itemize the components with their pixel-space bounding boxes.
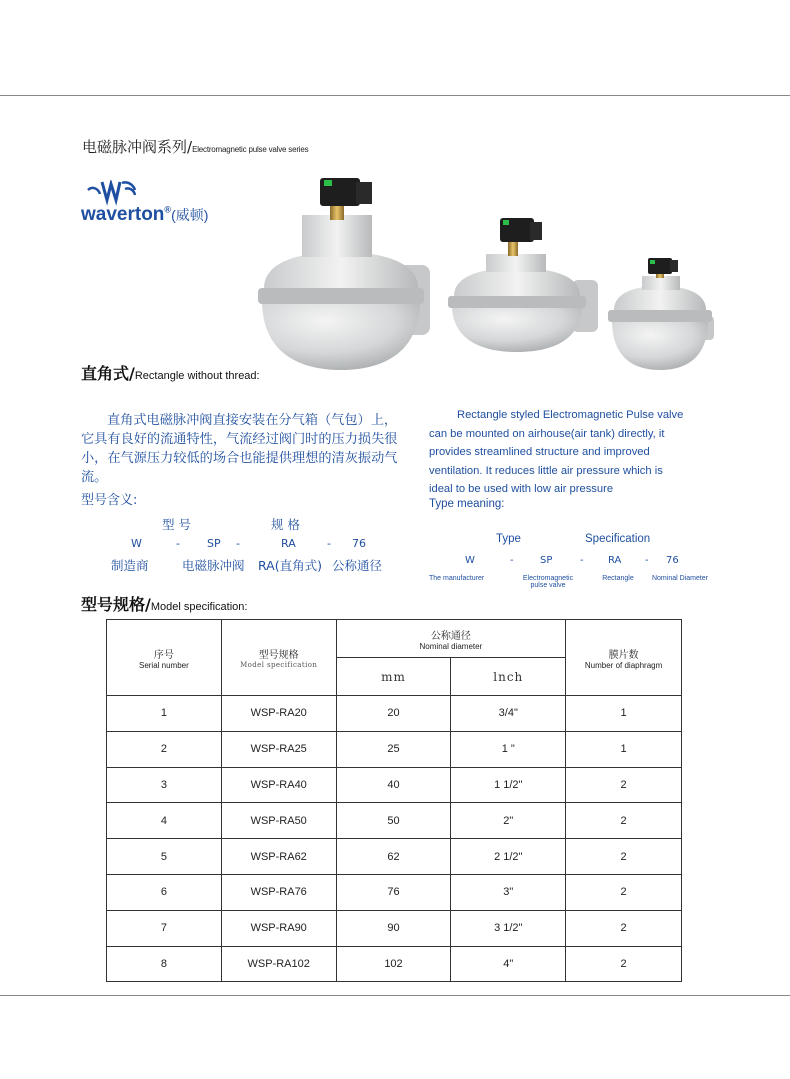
header-nominal (336, 620, 566, 658)
type-meaning-en-code-sp: SP (540, 555, 553, 566)
table-row (107, 839, 682, 875)
header-serial (107, 620, 222, 696)
series-title-cn: 电磁脉冲阀系列/ (82, 138, 193, 156)
cell-inch: 2" (451, 803, 566, 839)
cell-inch: 3" (451, 874, 566, 910)
table-row (107, 767, 682, 803)
type-meaning-cn-legend: 公称通径 (332, 558, 383, 573)
medium-valve (448, 218, 598, 352)
cell-diaphragm: 1 (566, 696, 682, 732)
section-model-spec-title-en: Model specification: (150, 601, 248, 613)
cell-model: WSP-RA20 (221, 696, 336, 732)
section-rectangle-title-en: Rectangle without thread: (134, 370, 260, 382)
section-rectangle-title (81, 361, 260, 384)
header-model-en: Model specification (240, 661, 318, 669)
cell-model: WSP-RA25 (221, 731, 336, 767)
series-title (82, 136, 308, 157)
type-meaning-en-legend: The manufacturer (429, 575, 485, 582)
type-meaning-cn-type-head: 型 号 (162, 517, 191, 532)
type-meaning-en-code-sep: - (580, 555, 584, 566)
table-row (107, 874, 682, 910)
cell-diaphragm: 2 (566, 910, 682, 946)
type-meaning-cn-code-76: 76 (352, 537, 366, 550)
header-diaphragm (566, 620, 682, 696)
cell-no: 1 (107, 696, 222, 732)
header-serial-cn: 序号 (153, 649, 174, 661)
header-unit-mm (336, 658, 451, 696)
description-en-line: ventilation. It reduces little air pressure which is (429, 464, 663, 477)
cell-no: 3 (107, 767, 222, 803)
cell-model: WSP-RA62 (221, 839, 336, 875)
cell-model: WSP-RA76 (221, 874, 336, 910)
type-meaning-cn-legend: RA(直角式) (258, 558, 322, 573)
description-en-line: can be mounted on airhouse(air tank) directly, it (429, 427, 665, 440)
cell-model: WSP-RA40 (221, 767, 336, 803)
cell-inch: 3/4" (451, 696, 566, 732)
registered-mark: ® (164, 204, 172, 215)
description-en (429, 406, 729, 499)
cell-inch: 4" (451, 946, 566, 982)
cell-no: 8 (107, 946, 222, 982)
cell-mm: 90 (336, 910, 451, 946)
type-meaning-label-en: Type meaning: (429, 498, 505, 510)
header-unit-inch (451, 658, 566, 696)
table-row (107, 946, 682, 982)
type-meaning-label-cn: 型号含义: (81, 493, 138, 508)
cell-diaphragm: 2 (566, 839, 682, 875)
cell-inch: 1 1/2" (451, 767, 566, 803)
type-meaning-cn-code-sep: - (176, 537, 180, 550)
cell-mm: 76 (336, 874, 451, 910)
type-meaning-cn-spec-head: 规 格 (271, 517, 300, 532)
type-meaning-cn-code-w: W (131, 537, 142, 550)
cell-mm: 40 (336, 767, 451, 803)
type-meaning-en-spec-head: Specification (585, 533, 651, 545)
cell-no: 4 (107, 803, 222, 839)
type-meaning-en-code-ra: RA (608, 555, 622, 566)
cell-mm: 102 (336, 946, 451, 982)
table-row (107, 910, 682, 946)
table-header-row (107, 620, 682, 658)
cell-model: WSP-RA50 (221, 803, 336, 839)
header-serial-en: Serial number (138, 660, 189, 670)
type-meaning-en-code-sep: - (645, 555, 649, 566)
type-meaning-en-code-sep: - (510, 555, 514, 566)
cell-no: 6 (107, 874, 222, 910)
type-meaning-cn-legend: 制造商 (111, 558, 149, 573)
cell-diaphragm: 1 (566, 731, 682, 767)
cell-no: 7 (107, 910, 222, 946)
cell-model: WSP-RA90 (221, 910, 336, 946)
table-row (107, 731, 682, 767)
header-model-cn: 型号规格 (258, 650, 299, 661)
unit-inch: lnch (493, 669, 524, 684)
type-meaning-cn-code-sep: - (236, 537, 240, 550)
cell-no: 2 (107, 731, 222, 767)
type-meaning-cn-code-sep: - (327, 537, 331, 550)
type-meaning-en-legend: Nominal Diameter (651, 575, 709, 582)
cell-diaphragm: 2 (566, 767, 682, 803)
cell-inch: 2 1/2" (451, 839, 566, 875)
header-model (221, 620, 336, 696)
top-rule (0, 95, 790, 96)
header-nominal-en: Nominal diameter (419, 641, 483, 651)
description-en-line: ideal to be used with low air pressure (429, 483, 614, 495)
description-en-line: provides streamlined structure and improved (429, 446, 650, 458)
cell-mm: 62 (336, 839, 451, 875)
description-cn: 直角式电磁脉冲阀直接安装在分气箱（气包）上，它具有良好的流通特性，气流经过阀门时的压力损失很小，在气源压力较低的场合也能提供理想的清灰振动气流。 (81, 413, 398, 485)
header-diaphragm-cn: 膜片数 (608, 649, 639, 661)
cell-diaphragm: 2 (566, 803, 682, 839)
table-row (107, 803, 682, 839)
section-model-spec-title (81, 592, 247, 615)
cell-diaphragm: 2 (566, 874, 682, 910)
brand-name: waverton (81, 204, 165, 225)
model-spec-table (106, 619, 682, 982)
type-meaning-en-code-w: W (465, 555, 475, 566)
brand-name-cn: (威顿) (171, 207, 209, 223)
series-title-en: Electromagnetic pulse valve series (192, 145, 309, 154)
section-rectangle-title-cn: 直角式/ (81, 364, 135, 383)
cell-no: 5 (107, 839, 222, 875)
cell-mm: 25 (336, 731, 451, 767)
large-valve (258, 178, 430, 370)
small-valve (608, 258, 714, 370)
cell-inch: 1 " (451, 731, 566, 767)
type-meaning-en-legend: Electromagnetic pulse valve (522, 575, 574, 589)
description-en-line: Rectangle styled Electromagnetic Pulse valve (457, 409, 684, 421)
type-meaning-en-type-head: Type (496, 533, 521, 545)
type-meaning-cn-legend: 电磁脉冲阀 (182, 558, 245, 573)
cell-model: WSP-RA102 (221, 946, 336, 982)
type-meaning-en-code-76: 76 (666, 555, 679, 566)
header-nominal-cn: 公称通径 (430, 630, 471, 642)
logo-text (81, 204, 208, 226)
type-meaning-cn-code-sp: SP (207, 537, 221, 550)
cell-mm: 50 (336, 803, 451, 839)
type-meaning-en-legend: Rectangle (602, 575, 634, 582)
cell-mm: 20 (336, 696, 451, 732)
cell-inch: 3 1/2" (451, 910, 566, 946)
unit-mm: mm (381, 669, 406, 684)
header-diaphragm-en: Number of diaphragm (584, 660, 663, 670)
type-meaning-cn-code-ra: RA (281, 537, 296, 550)
cell-diaphragm: 2 (566, 946, 682, 982)
table-row (107, 696, 682, 732)
bottom-rule (0, 995, 790, 996)
pulse-valve-product-image (250, 170, 730, 380)
section-model-spec-title-cn: 型号规格/ (81, 595, 151, 614)
